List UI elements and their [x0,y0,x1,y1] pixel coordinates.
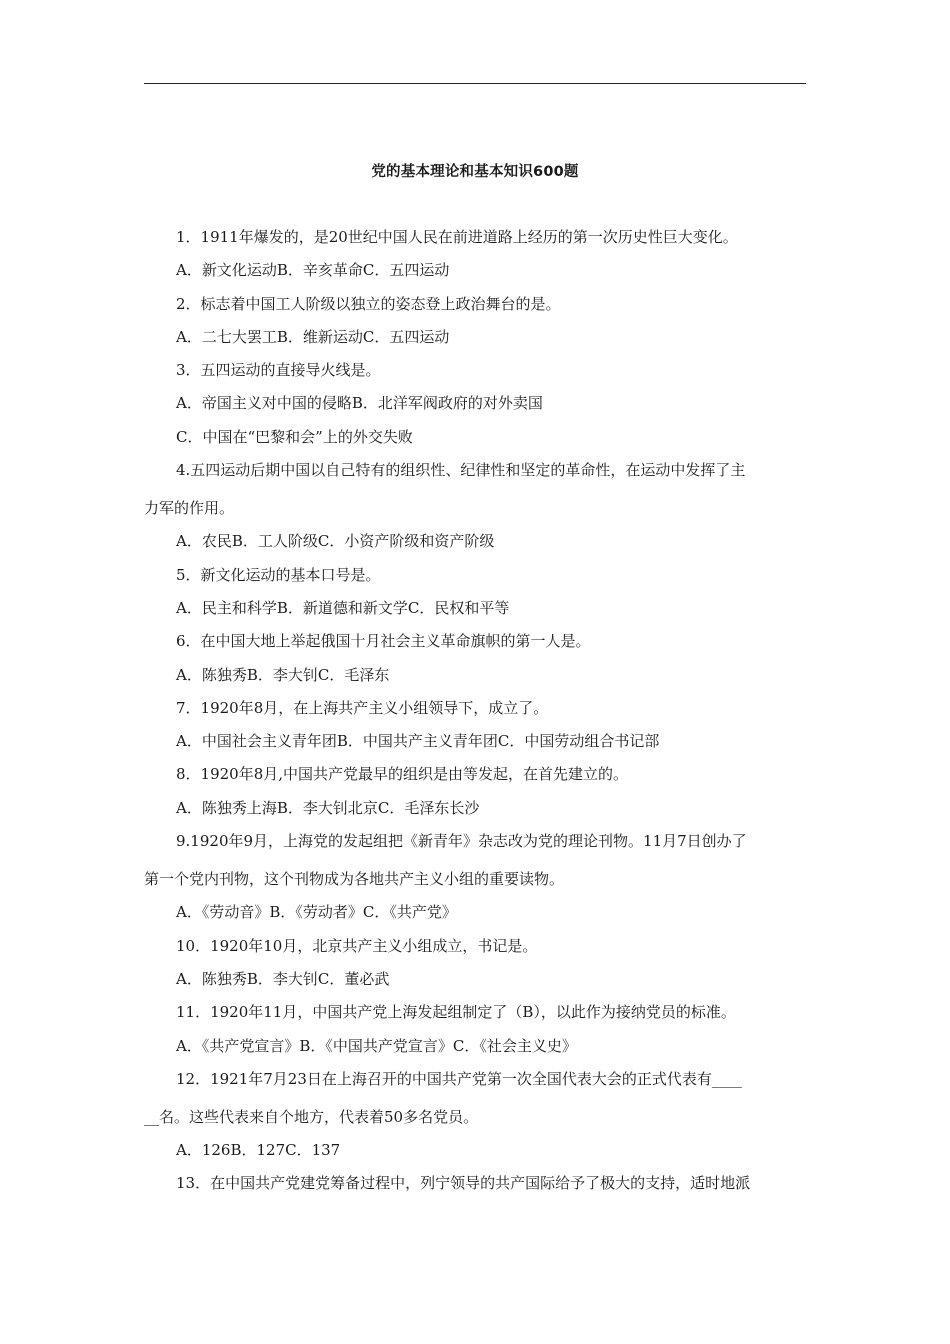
text-line: A．新文化运动B．辛亥革命C．五四运动 [176,261,450,280]
text-line: 11．1920年11月，中国共产党上海发起组制定了（B），以此作为接纳党员的标准。 [176,1003,736,1022]
text-line: 力军的作用。 [144,499,235,518]
document-title: 党的基本理论和基本知识600题 [371,164,579,180]
text-line: A．中国社会主义青年团B．中国共产主义青年团C．中国劳动组合书记部 [176,732,660,751]
text-line: A．民主和科学B．新道德和新文学C．民权和平等 [176,598,510,617]
text-line: 1．1911年爆发的，是20世纪中国人民在前进道路上经历的第一次历史性巨大变化。 [176,228,738,246]
text-line: A．《劳动音》B．《劳动者》C．《共产党》 [176,903,457,922]
text-line: 13．在中国共产党建党筹备过程中，列宁领导的共产国际给予了极大的支持，适时地派 [176,1174,751,1193]
text-line: 12．1921年7月23日在上海召开的中国共产党第一次全国代表大会的正式代表有____ [176,1069,742,1088]
text-line: A．二七大罢工B．维新运动C．五四运动 [176,327,450,346]
text-line: A．农民B．工人阶级C．小资产阶级和资产阶级 [176,532,495,551]
text-line: A．126B．127C．137 [176,1141,341,1160]
text-line: 5．新文化运动的基本口号是。 [176,565,381,584]
text-line: 4.五四运动后期中国以自己特有的组织性、纪律性和坚定的革命性，在运动中发挥了主 [176,461,746,480]
header-rule [144,83,806,84]
text-line: A．《共产党宣言》B．《中国共产党宣言》C．《社会主义史》 [176,1036,577,1055]
document-body [144,225,806,1205]
text-line: A．陈独秀B．李大钊C．毛泽东 [176,665,390,684]
text-line: A．陈独秀B．李大钊C．董必武 [176,969,390,988]
text-line: 2．标志着中国工人阶级以独立的姿态登上政治舞台的是。 [176,294,561,313]
text-line: 10．1920年10月，北京共产主义小组成立，书记是。 [176,936,538,955]
text-line: 第一个党内刊物，这个刊物成为各地共产主义小组的重要读物。 [144,870,565,889]
text-line: 9.1920年9月，上海党的发起组把《新青年》杂志改为党的理论刊物。11月7日创办了 [176,832,747,851]
text-line: C．中国在“巴黎和会”上的外交失败 [176,427,413,446]
text-line: 7．1920年8月，在上海共产主义小组领导下，成立了。 [176,698,549,717]
text-line: A．陈独秀上海B．李大钊北京C．毛泽东长沙 [176,798,480,817]
text-line: A．帝国主义对中国的侵略B．北洋军阀政府的对外卖国 [176,394,543,413]
text-line: 6．在中国大地上举起俄国十月社会主义革命旗帜的第一人是。 [176,632,591,651]
text-line: 3．五四运动的直接导火线是。 [176,361,381,380]
text-line: 8．1920年8月,中国共产党最早的组织是由等发起，在首先建立的。 [176,765,629,784]
text-line: __名。这些代表来自个地方，代表着50多名党员。 [144,1107,479,1126]
